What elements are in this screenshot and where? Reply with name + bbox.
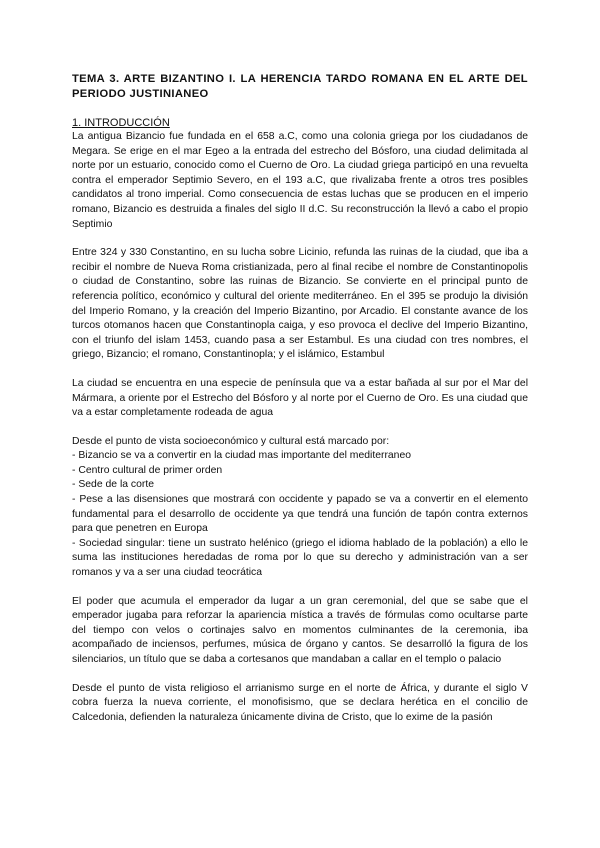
section-heading: 1. INTRODUCCIÓN: [72, 117, 170, 129]
list-item: - Centro cultural de primer orden: [72, 464, 223, 476]
list-item: - Sociedad singular: tiene un sustrato helénico (griego el idioma hablado de la población) a ello le suma las instituciones heredadas de roma por lo que su derecho y administración van a ser romanos y va a ser una ciudad teocrática: [72, 537, 528, 579]
paragraph-constantino: Entre 324 y 330 Constantino, en su lucha sobre Licinio, refunda las ruinas de la ciudad, que iba a recibir el nombre de Nueva Roma cristianizada, pero al final recibe el nombre de Constantinopolis o ciudad de Constantino, sobre las ruinas de Bizancio. Se convierte en el principal punto de referencia político, económico y cultural del oriente mediterráneo. En el 395 se produjo la división del Imperio Romano, y la creación del Imperio Bizantino, por Arcadio. El constante avance de los turcos otomanos hacen que Constantinopla caiga, y eso provoca el declive del Imperio Bizantino, con el triunfo del islam 1453, cuando pasa a ser Estambul. Es una ciudad con tres nombres, el griego, Bizancio; el romano, Constantinopla; y el islámico, Estambul: [72, 247, 528, 361]
list-intro: Desde el punto de vista socioeconómico y cultural está marcado por:: [72, 435, 390, 447]
document-body: [72, 72, 528, 725]
list-item: - Sede de la corte: [72, 479, 155, 491]
list-item: - Pese a las disensiones que mostrará con occidente y papado se va a convertir en el elemento fundamental para el desarrollo de occidente ya que tendrá una función de tapón contra externos para que penetren en Europa: [72, 494, 528, 535]
list-item: - Bizancio se va a convertir en la ciudad mas importante del mediterraneo: [72, 450, 412, 462]
paragraph-history-bizancio: La antigua Bizancio fue fundada en el 658 a.C, como una colonia griega por los ciudadanos de Megara. Se erige en el mar Egeo a la entrada del estrecho del Bósforo, una ciudad delimitada al norte por un estuario, conocido como el Cuerno de Oro. La ciudad griega participó en una revuelta contra el emperador Septimio Severo, en el 193 a.C, que rivalizaba frente a otros tres posibles candidatos al trono imperial. Como consecuencia de estas luchas que se producen en el imperio romano, Bizancio es destruida a finales del siglo II d.C. Su reconstrucción la llevó a cabo el propio Septimio: [72, 131, 528, 230]
paragraph-geography: La ciudad se encuentra en una especie de península que va a estar bañada al sur por el Mar del Mármara, a oriente por el Estrecho del Bósforo y al norte por el Cuerno de Oro. Es una ciudad que va a estar completamente rodeada de agua: [72, 377, 528, 419]
document-title: TEMA 3. ARTE BIZANTINO I. LA HERENCIA TARDO ROMANA EN EL ARTE DEL PERIODO JUSTINIANEO: [72, 73, 528, 100]
paragraph-ceremonial: El poder que acumula el emperador da lugar a un gran ceremonial, del que se sabe que el emperador jugaba para reforzar la apariencia mística a través de fórmulas como ocultarse parte del tiempo con velos o cortinajes salvo en momentos culminantes de la ceremonia, iba acompañado de inciensos, perfumes, música de órgano y cantos. Se desarrolló la figura de los silenciarios, un título que se daba a cortesanos que mandaban a callar en el templo o palacio: [72, 595, 528, 665]
paragraph-religion: Desde el punto de vista religioso el arrianismo surge en el norte de África, y durante el siglo V cobra fuerza la nueva corriente, el monofisismo, que se declara herética en el concilio de Calcedonia, defienden la naturaleza únicamente divina de Cristo, que lo exime de la pasión: [72, 682, 528, 723]
